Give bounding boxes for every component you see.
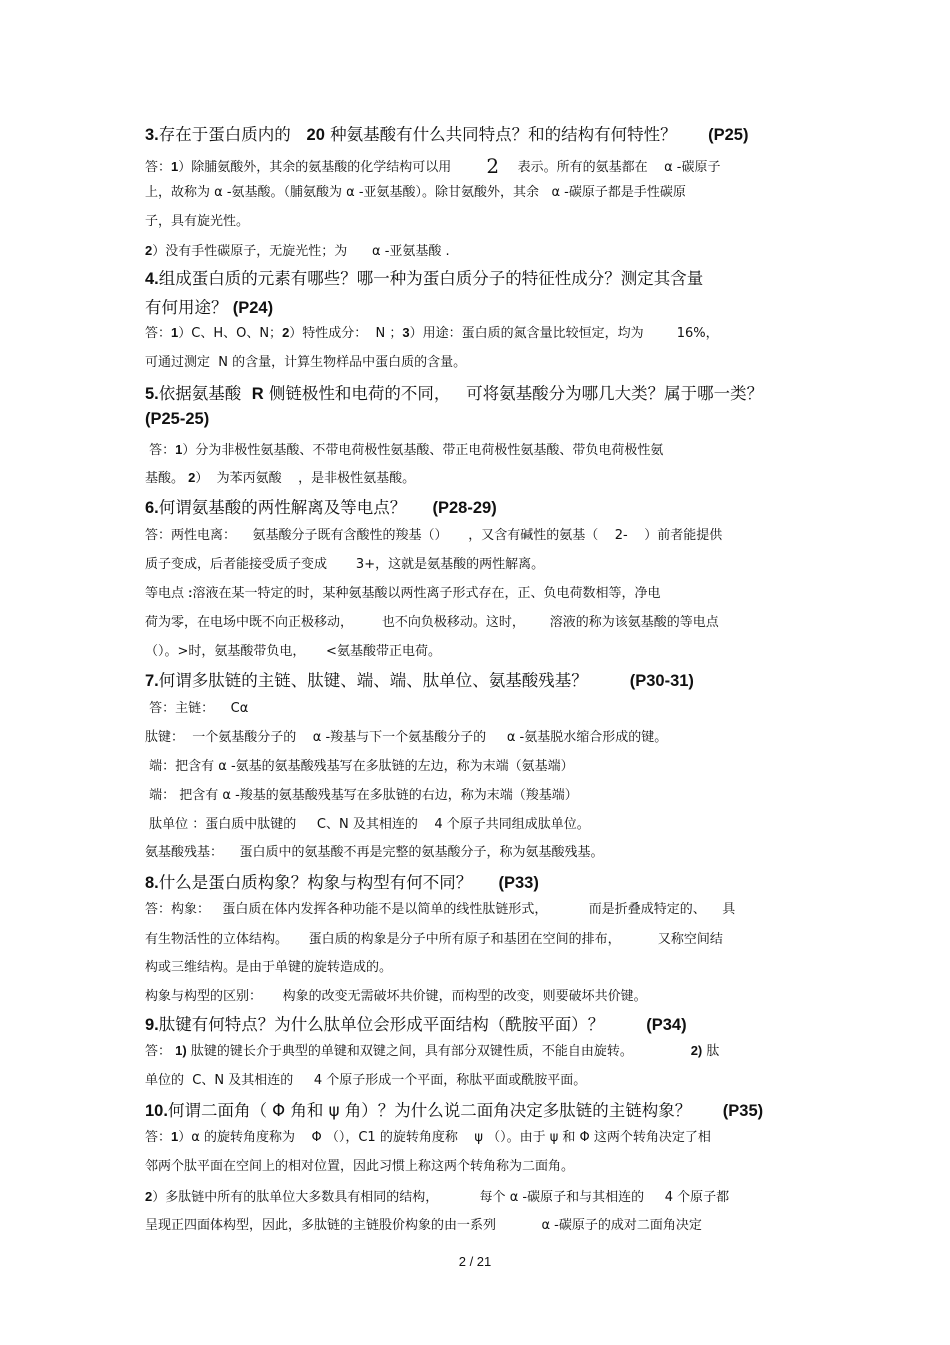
question-line: 3.存在于蛋白质内的 20 种氨基酸有什么共同特点？和的结构有何特性？ (P25) (145, 125, 749, 144)
answer-line: 答：1）α 的旋转角度称为 Φ （），C1 的旋转角度称 ψ （）。由于 ψ 和 Φ 这两个转角决定了相 (145, 1129, 711, 1145)
answer-line: 肽单位 ：蛋白质中肽键的 C、N 及其相连的 4 个原子共同组成肽单位。 (145, 817, 590, 832)
answer-line: 端： 把含有 α -羧基的氨基酸残基写在多肽链的右边，称为末端（羧基端） (145, 788, 578, 803)
answer-line: 答：1）分为非极性氨基酸、不带电荷极性氨基酸、带正电荷极性氨基酸、带负电荷极性氨 (145, 442, 664, 458)
answer-line: 荷为零，在电场中既不向正极移动， 也不向负极移动。这时， 溶液的称为该氨基酸的等电点 (145, 615, 719, 630)
answer-line: 质子变成，后者能接受质子变成 3+，这就是氨基酸的两性解离。 (145, 557, 545, 572)
question-line: 10.何谓二面角（ Φ 角和 ψ 角）？为什么说二面角决定多肽链的主链构象？ (P35) (145, 1101, 764, 1120)
answer-line: 邻两个肽平面在空间上的相对位置，因此习惯上称这两个转角称为二面角。 (145, 1159, 575, 1174)
answer-line: 等电点 :溶液在某一特定的时，某种氨基酸以两性离子形式存在，正、负电荷数相等，净电 (145, 585, 661, 601)
answer-line: 子，具有旋光性。 (145, 214, 250, 229)
answer-line: 构象与构型的区别： 构象的改变无需破坏共价键，而构型的改变，则要破坏共价键。 (145, 989, 647, 1004)
answer-line: 肽键： 一个氨基酸分子的 α -羧基与下一个氨基酸分子的 α -氨基脱水缩合形成的键。 (145, 730, 668, 745)
answer-line: 构或三维结构。是由于单键的旋转造成的。 (145, 960, 393, 975)
answer-line: 2）没有手性碳原子，无旋光性；为 α -亚氨基酸 . (145, 243, 450, 259)
answer-line: 2）多肽链中所有的肽单位大多数具有相同的结构， 每个 α -碳原子和与其相连的 4 个原子都 (145, 1189, 730, 1205)
answer-line: 呈现正四面体构型，因此，多肽链的主链股价构象的由一系列 α -碳原子的成对二面角决定 (145, 1218, 702, 1233)
question-line: 有何用途？ (P24) (145, 298, 274, 317)
answer-line: 基酸。 2） 为苯丙氨酸 ，是非极性氨基酸。 (145, 470, 416, 486)
page-number: 2 / 21 (458, 1254, 492, 1269)
question-line: 7.何谓多肽链的主链、肽键、端、端、肽单位、氨基酸残基？ (P30-31) (145, 671, 694, 690)
answer-line: 答：构象： 蛋白质在体内发挥各种功能不是以简单的线性肽链形式， 而是折叠成特定的、 具 (145, 902, 736, 917)
answer-line: 有生物活性的立体结构。 蛋白质的构象是分子中所有原子和基团在空间的排布， 又称空间结 (145, 932, 723, 947)
question-line: (P25-25) (145, 410, 210, 428)
answer-line: 答：1）C、H、O、N；2）特性成分： N ；3）用途：蛋白质的氮含量比较恒定，均为 16%， (145, 325, 719, 341)
answer-line: （）。>时，氨基酸带负电， <氨基酸带正电荷。 (145, 644, 441, 659)
answer-line: 答：两性电离： 氨基酸分子既有含酸性的羧基（） ，又含有碱性的氨基（ 2- ）前者能提供 (145, 528, 723, 543)
question-line: 4.组成蛋白质的元素有哪些？哪一种为蛋白质分子的特征性成分？测定其含量 (145, 269, 704, 288)
answer-line: 答： 1) 肽键的键长介于典型的单键和双键之间，具有部分双键性质，不能自由旋转。 2) 肽 (145, 1043, 720, 1059)
answer-line: 氨基酸残基： 蛋白质中的氨基酸不再是完整的氨基酸分子，称为氨基酸残基。 (145, 845, 604, 860)
answer-line: 上，故称为 α -氨基酸。（脯氨酸为 α -亚氨基酸）。除甘氨酸外，其余 α -碳原子都是手性碳原 (145, 185, 686, 200)
answer-line: 单位的 C、N 及其相连的 4 个原子形成一个平面，称肽平面或酰胺平面。 (145, 1073, 587, 1088)
question-line: 5.依据氨基酸 R 侧链极性和电荷的不同， 可将氨基酸分为哪几大类？属于哪一类？ (145, 384, 764, 403)
handwritten-glyph: 2 (486, 154, 500, 178)
answer-line: 端：把含有 α -氨基的氨基酸残基写在多肽链的左边，称为末端（氨基端） (145, 759, 574, 774)
question-line: 9.肽键有何特点？为什么肽单位会形成平面结构（酰胺平面）？ (P34) (145, 1015, 687, 1034)
answer-line: 可通过测定 N 的含量，计算生物样品中蛋白质的含量。 (145, 355, 467, 370)
question-line: 8.什么是蛋白质构象？构象与构型有何不同？ (P33) (145, 873, 539, 892)
question-line: 6.何谓氨基酸的两性解离及等电点？ (P28-29) (145, 498, 497, 517)
answer-line: 答：1）除脯氨酸外，其余的氨基酸的化学结构可以用 2 表示。所有的氨基都在 α -碳原子 (145, 154, 721, 178)
answer-line: 答：主链： Cα (145, 701, 249, 716)
